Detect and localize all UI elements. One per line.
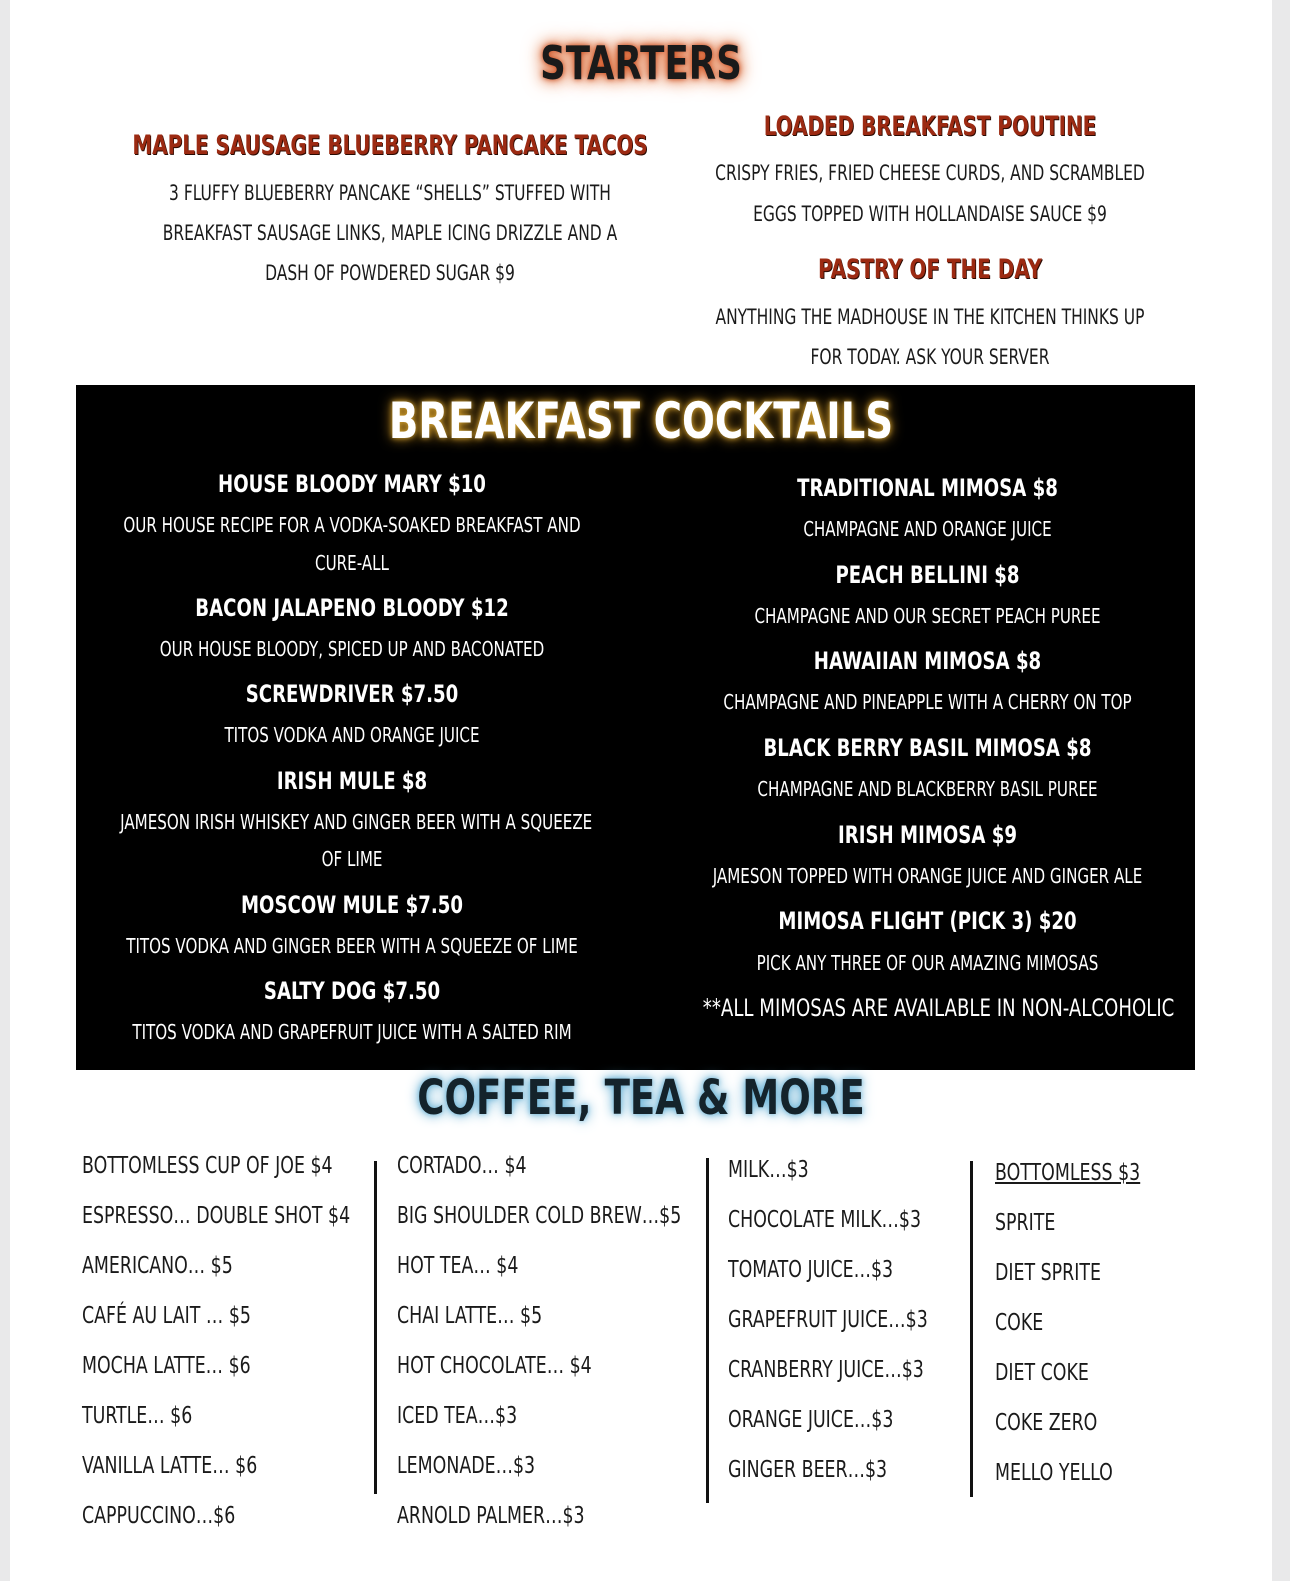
coffee-column-4	[995, 1159, 1168, 1509]
cocktail-traditional-mimosa-name: TRADITIONAL MIMOSA $8	[797, 474, 1058, 502]
col3-item-5: ORANGE JUICE…$3	[728, 1407, 894, 1433]
starter-pastry-name: PASTRY OF THE DAY	[818, 254, 1042, 285]
cocktail-mimosa-flight-name: MIMOSA FLIGHT (PICK 3) $20	[778, 907, 1077, 935]
col4-item-3: COKE	[995, 1310, 1044, 1336]
coffee-column-1	[82, 1152, 401, 1552]
cocktail-mimosa-flight-desc-1: PICK ANY THREE OF OUR AMAZING MIMOSAS	[756, 951, 1099, 975]
coffee-divider-3	[970, 1161, 973, 1497]
starters-title: STARTERS	[540, 36, 742, 90]
col1-item-6: VANILLA LATTE… $6	[82, 1453, 258, 1479]
col4-item-2: DIET SPRITE	[995, 1260, 1101, 1286]
mimosa-non-alcoholic-note: **ALL MIMOSAS ARE AVAILABLE IN NON-ALCOHOLIC	[702, 994, 1175, 1022]
starter-pastry-desc-1: ANYTHING THE MADHOUSE IN THE KITCHEN THINKS UP	[715, 305, 1145, 329]
col1-item-1: ESPRESSO… DOUBLE SHOT $4	[82, 1203, 351, 1229]
cocktail-salty-dog-name: SALTY DOG $7.50	[263, 977, 441, 1005]
cocktail-moscow-mule-name: MOSCOW MULE $7.50	[241, 891, 463, 919]
cocktail-hawaiian-mimosa-desc-1: CHAMPAGNE AND PINEAPPLE WITH A CHERRY ON TOP	[723, 690, 1132, 714]
coffee-column-2	[397, 1152, 735, 1552]
coffee-divider-1	[374, 1161, 377, 1494]
cocktail-bacon-bloody-desc-1: OUR HOUSE BLOODY, SPICED UP AND BACONATED	[159, 637, 545, 661]
col3-item-0: MILK…$3	[728, 1157, 809, 1183]
starter-poutine-desc-2: EGGS TOPPED WITH HOLLANDAISE SAUCE $9	[753, 202, 1107, 226]
col2-item-1: BIG SHOULDER COLD BREW…$5	[397, 1203, 682, 1229]
coffee-title: COFFEE, TEA & MORE	[417, 1070, 865, 1126]
col3-item-3: GRAPEFRUIT JUICE…$3	[728, 1307, 928, 1333]
col3-item-6: GINGER BEER…$3	[728, 1457, 888, 1483]
col3-item-2: TOMATO JUICE…$3	[728, 1257, 894, 1283]
coffee-divider-2	[706, 1158, 709, 1503]
cocktails-title: BREAKFAST COCKTAILS	[388, 392, 894, 450]
col2-item-2: HOT TEA… $4	[397, 1253, 519, 1279]
starter-pancake-tacos-name: MAPLE SAUSAGE BLUEBERRY PANCAKE TACOS	[132, 130, 648, 161]
cocktail-house-bloody-desc-1: OUR HOUSE RECIPE FOR A VODKA-SOAKED BREAKFAST AND	[123, 513, 581, 537]
col1-item-7: CAPPUCCINO…$6	[82, 1503, 236, 1529]
col3-item-4: CRANBERRY JUICE…$3	[728, 1357, 924, 1383]
cocktail-irish-mimosa-name: IRISH MIMOSA $9	[838, 821, 1017, 849]
starter-poutine-desc-1: CRISPY FRIES, FRIED CHEESE CURDS, AND SCRAMBLED	[715, 161, 1145, 185]
cocktail-salty-dog-desc-1: TITOS VODKA AND GRAPEFRUIT JUICE WITH A SALTED RIM	[132, 1020, 572, 1044]
cocktail-peach-bellini-name: PEACH BELLINI $8	[835, 561, 1020, 589]
col4-item-6: MELLO YELLO	[995, 1460, 1113, 1486]
col1-item-4: MOCHA LATTE… $6	[82, 1353, 251, 1379]
col2-item-0: CORTADO… $4	[397, 1153, 527, 1179]
cocktail-screwdriver-desc-1: TITOS VODKA AND ORANGE JUICE	[224, 723, 480, 747]
col4-item-5: COKE ZERO	[995, 1410, 1098, 1436]
starter-pancake-tacos-desc-3: DASH OF POWDERED SUGAR $9	[265, 261, 515, 285]
col2-item-6: LEMONADE…$3	[397, 1453, 536, 1479]
cocktail-irish-mule-desc-1: JAMESON IRISH WHISKEY AND GINGER BEER WITH A SQUEEZE	[120, 810, 593, 834]
cocktail-irish-mule-desc-2: OF LIME	[321, 847, 383, 871]
cocktail-moscow-mule-desc-1: TITOS VODKA AND GINGER BEER WITH A SQUEEZE OF LIME	[126, 934, 578, 958]
cocktail-irish-mule-name: IRISH MULE $8	[276, 767, 428, 795]
col1-item-3: CAFÉ AU LAIT … $5	[82, 1303, 251, 1329]
col4-item-1: SPRITE	[995, 1210, 1056, 1236]
cocktail-house-bloody-name: HOUSE BLOODY MARY $10	[218, 470, 486, 498]
col2-item-5: ICED TEA…$3	[397, 1403, 518, 1429]
col1-item-2: AMERICANO… $5	[82, 1253, 233, 1279]
cocktail-hawaiian-mimosa-name: HAWAIIAN MIMOSA $8	[813, 647, 1042, 675]
cocktail-blackberry-mimosa-desc-1: CHAMPAGNE AND BLACKBERRY BASIL PUREE	[757, 777, 1098, 801]
col2-item-7: ARNOLD PALMER…$3	[397, 1503, 585, 1529]
cocktail-bacon-bloody-name: BACON JALAPENO BLOODY $12	[195, 594, 509, 622]
cocktail-traditional-mimosa-desc-1: CHAMPAGNE AND ORANGE JUICE	[803, 517, 1052, 541]
coffee-column-3	[728, 1156, 966, 1506]
cocktail-screwdriver-name: SCREWDRIVER $7.50	[245, 680, 459, 708]
col4-item-4: DIET COKE	[995, 1360, 1089, 1386]
starter-pancake-tacos-desc-2: BREAKFAST SAUSAGE LINKS, MAPLE ICING DRIZZLE AND A	[162, 221, 618, 245]
col3-item-1: CHOCOLATE MILK…$3	[728, 1207, 922, 1233]
cocktail-peach-bellini-desc-1: CHAMPAGNE AND OUR SECRET PEACH PUREE	[754, 604, 1101, 628]
col4-item-0: BOTTOMLESS $3	[995, 1160, 1141, 1186]
cocktail-irish-mimosa-desc-1: JAMESON TOPPED WITH ORANGE JUICE AND GINGER ALE	[712, 864, 1143, 888]
cocktail-house-bloody-desc-2: CURE-ALL	[315, 551, 389, 575]
menu-page	[10, 0, 1272, 1581]
cocktail-blackberry-mimosa-name: BLACK BERRY BASIL MIMOSA $8	[763, 734, 1092, 762]
starter-pastry-desc-2: FOR TODAY. ASK YOUR SERVER	[810, 345, 1050, 369]
col1-item-5: TURTLE… $6	[82, 1403, 193, 1429]
col2-item-3: CHAI LATTE… $5	[397, 1303, 543, 1329]
col2-item-4: HOT CHOCOLATE… $4	[397, 1353, 592, 1379]
starter-pancake-tacos-desc-1: 3 FLUFFY BLUEBERRY PANCAKE “SHELLS” STUFFED WITH	[169, 181, 611, 205]
col1-item-0: BOTTOMLESS CUP OF JOE $4	[82, 1153, 333, 1179]
starter-poutine-name: LOADED BREAKFAST POUTINE	[763, 111, 1097, 142]
